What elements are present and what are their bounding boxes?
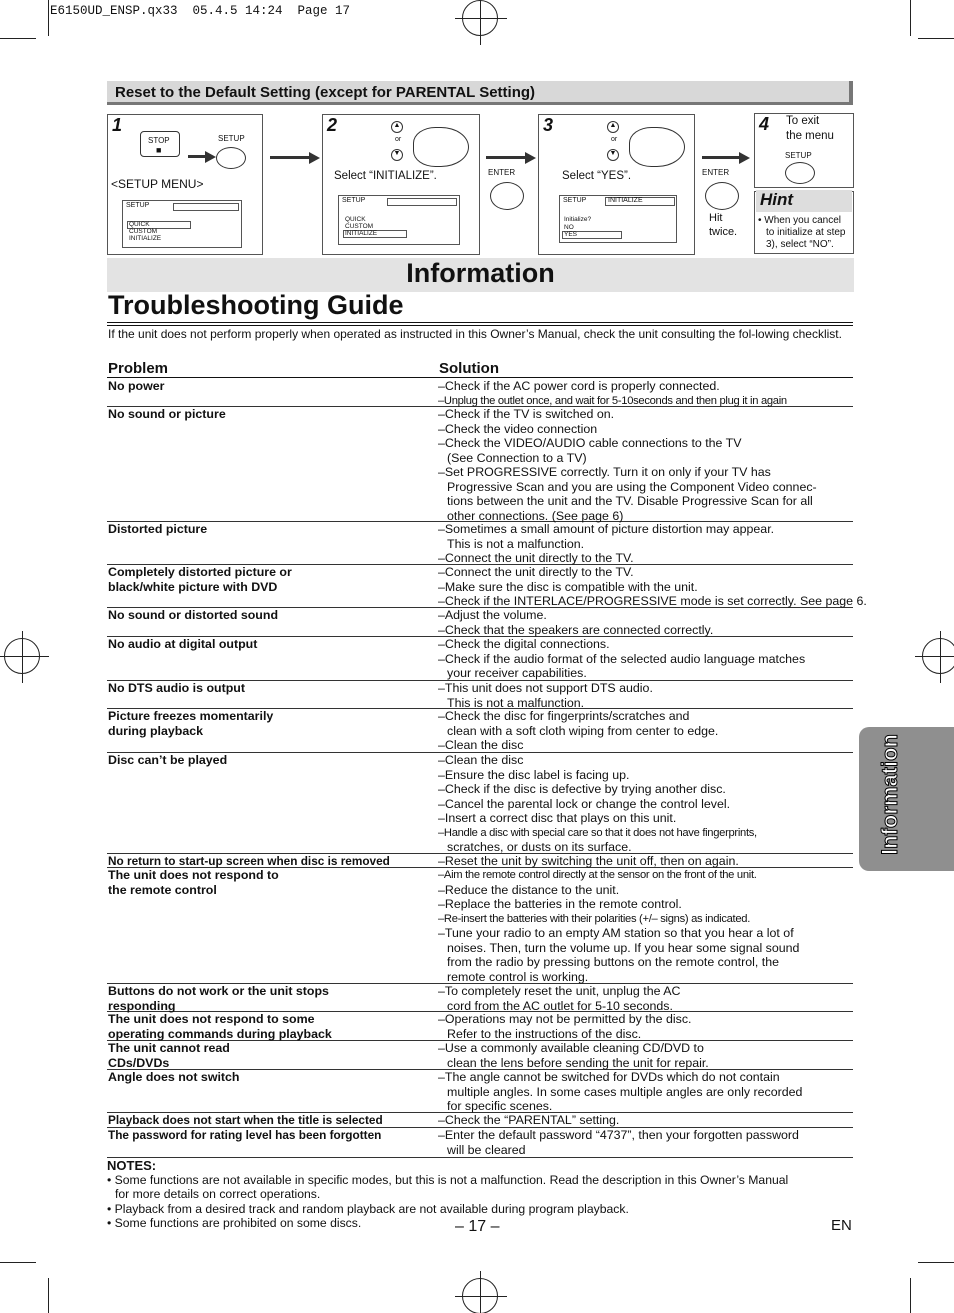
intro-text: If the unit does not perform properly when operated as instructed in this Owner’s Manual, check the unit consulting the fol-lowing checklist. <box>108 327 842 341</box>
setup-button-icon <box>785 162 815 184</box>
solution-cell <box>438 1070 858 1114</box>
solution-text: –Check the disc for fingerprints/scratches and <box>438 709 690 723</box>
solution-text: clean the lens before sending the unit for repair. <box>447 1055 709 1070</box>
table-row <box>107 1041 853 1070</box>
screen-header: SETUP <box>563 197 587 204</box>
solution-text: –Check if the disc is defective by trying another disc. <box>438 782 726 796</box>
step-3-panel <box>538 114 695 255</box>
screen-item: NO <box>564 224 574 231</box>
solution-text: –Ensure the disc label is facing up. <box>438 767 630 782</box>
solution-cell <box>438 709 858 753</box>
step-caption: Select “YES”. <box>562 170 632 182</box>
up-button-icon: ▲ <box>607 121 619 133</box>
problem-cell <box>108 565 428 594</box>
screen-item: CUSTOM <box>129 228 158 235</box>
problem-cell <box>108 1041 428 1070</box>
step-number: 4 <box>759 114 770 134</box>
note-item <box>107 1173 857 1201</box>
problem-text: The unit cannot read <box>108 1041 230 1055</box>
solution-text: –Operations may not be permitted by the disc. <box>438 1012 692 1026</box>
enter-label: ENTER <box>488 168 516 177</box>
step-caption: Select “INITIALIZE”. <box>334 170 437 182</box>
table-row <box>107 753 853 854</box>
solution-text: –Handle a disc with special care so that it does not have fingerprints, <box>438 826 757 839</box>
solution-text: –Re-insert the batteries with their polarities (+/– signs) as indicated. <box>438 912 751 925</box>
solution-text: –Connect the unit directly to the TV. <box>438 565 634 579</box>
solution-cell <box>438 1113 858 1128</box>
problem-cell <box>108 637 428 652</box>
problem-text: CDs/DVDs <box>108 1055 170 1070</box>
solution-text: –Replace the batteries in the remote control. <box>438 897 682 911</box>
hint-text: • When you cancel <box>758 215 841 226</box>
page-number: – 17 – <box>455 1218 500 1235</box>
side-tab <box>859 727 954 871</box>
crop-mark <box>918 1262 954 1263</box>
setup-menu-caption: <SETUP MENU> <box>111 177 204 191</box>
table-row <box>107 1070 853 1113</box>
solution-text: –Check that the speakers are connected correctly. <box>438 622 714 637</box>
screen-item: QUICK <box>345 216 366 223</box>
solution-text: will be cleared <box>447 1142 526 1157</box>
solution-text: –Clean the disc <box>438 753 524 767</box>
table-row <box>107 637 853 681</box>
notes-title: NOTES: <box>107 1158 157 1173</box>
setup-label: SETUP <box>218 134 245 143</box>
solution-cell <box>438 868 858 984</box>
table-row <box>107 681 853 709</box>
reset-section-title-bar <box>107 81 853 105</box>
hint-text: 3), select “NO”. <box>766 239 834 250</box>
solution-text: –Clean the disc <box>438 738 524 752</box>
enter-button-icon <box>705 182 739 210</box>
down-button-icon: ▼ <box>607 149 619 161</box>
column-header-solution: Solution <box>439 360 499 377</box>
title-rule <box>107 325 853 326</box>
solution-cell <box>438 407 858 523</box>
title-rule <box>107 322 853 323</box>
hit-label: twice. <box>709 226 738 238</box>
solution-text: –Cancel the parental lock or change the control level. <box>438 796 731 811</box>
step-number: 3 <box>543 115 554 135</box>
stop-label: STOP <box>148 136 170 145</box>
solution-cell <box>438 681 858 710</box>
solution-cell <box>438 1012 858 1041</box>
screen-header-2: INITIALIZE <box>608 197 643 204</box>
solution-text: from the radio by pressing buttons on the remote control, the <box>447 955 779 969</box>
up-button-icon: ▲ <box>391 121 403 133</box>
solution-text: –The angle cannot be switched for DVDs which do not contain <box>438 1070 780 1084</box>
solution-cell <box>438 379 858 408</box>
note-item: • Playback from a desired track and random playback are not available during program playback. <box>107 1201 629 1216</box>
problem-cell <box>108 868 428 897</box>
solution-text: your receiver capabilities. <box>447 666 587 680</box>
solution-text: (See Connection to a TV) <box>447 450 587 465</box>
solution-text: cord from the AC outlet for 5-10 seconds. <box>447 998 673 1013</box>
registration-mark <box>462 1278 498 1313</box>
solution-text: Progressive Scan and you are using the Component Video connec- <box>447 479 817 494</box>
problem-text: during playback <box>108 723 204 738</box>
crop-mark <box>910 1278 911 1313</box>
problem-cell <box>108 379 428 394</box>
screen-header: SETUP <box>126 202 150 209</box>
solution-text: –Sometimes a small amount of picture distortion may appear. <box>438 522 775 536</box>
table-row <box>107 868 853 984</box>
solution-text: –Unplug the outlet once, and wait for 5-10seconds and then plug it in again <box>438 394 787 407</box>
solution-cell <box>438 565 867 609</box>
solution-text: –Enter the default password “4737”, then your forgotten password <box>438 1128 799 1142</box>
problem-text: Buttons do not work or the unit stops <box>108 984 329 998</box>
problem-text: Distorted picture <box>108 522 208 536</box>
problem-cell <box>108 984 428 1013</box>
enter-button-icon <box>490 182 524 210</box>
solution-text: –Reduce the distance to the unit. <box>438 882 620 897</box>
solution-text: –Adjust the volume. <box>438 608 547 622</box>
problem-cell <box>108 1128 428 1143</box>
solution-text: –Reset the unit by switching the unit off, then on again. <box>438 854 739 868</box>
solution-text: –This unit does not support DTS audio. <box>438 681 653 695</box>
problem-text: The unit does not respond to some <box>108 1012 315 1026</box>
section-band <box>107 258 854 292</box>
step-arrow-icon <box>270 156 310 159</box>
problem-text: Angle does not switch <box>108 1070 240 1084</box>
solution-cell <box>438 522 858 566</box>
step-arrow-icon <box>702 156 740 159</box>
problem-text: No return to start-up screen when disc is removed <box>108 854 390 868</box>
solution-cell <box>438 608 858 637</box>
table-row <box>107 407 853 522</box>
section-title: Information <box>406 258 555 288</box>
hit-label: Hit <box>709 212 723 224</box>
problem-cell <box>108 709 428 738</box>
solution-text: multiple angles. In some cases multiple angles are only recorded <box>447 1084 803 1099</box>
hint-text: to initialize at step <box>766 227 846 238</box>
registration-mark <box>922 638 954 674</box>
registration-mark <box>4 638 40 674</box>
problem-text: Picture freezes momentarily <box>108 709 274 723</box>
screen-item: Initialize? <box>564 216 592 223</box>
crop-mark <box>48 0 49 36</box>
solution-cell <box>438 1041 858 1070</box>
screen-item: CUSTOM <box>345 223 374 230</box>
step-2-panel <box>322 114 480 255</box>
problem-text: operating commands during playback <box>108 1026 332 1041</box>
solution-text: –To completely reset the unit, unplug the AC <box>438 984 681 998</box>
screen-header: SETUP <box>342 197 366 204</box>
solution-text: scratches, or dusts on its surface. <box>447 840 632 854</box>
solution-text: tions between the unit and the TV. Disable Progressive Scan for all <box>447 494 813 508</box>
solution-cell <box>438 984 858 1013</box>
solution-text: –Check if the audio format of the selected audio language matches <box>438 651 806 666</box>
table-row <box>107 1128 853 1158</box>
problem-cell <box>108 854 428 869</box>
step-1-panel <box>107 114 263 255</box>
crop-mark <box>0 38 36 39</box>
screen-header-field <box>387 198 457 206</box>
table-row <box>107 379 853 407</box>
or-label: or <box>611 136 618 143</box>
table-row <box>107 984 853 1012</box>
solution-text: other connections. (See page 6) <box>447 508 624 523</box>
screen-item: QUICK <box>129 221 150 228</box>
solution-text: for specific scenes. <box>447 1099 553 1113</box>
solution-text: –Check the video connection <box>438 421 598 436</box>
problem-text: The unit does not respond to <box>108 868 279 882</box>
step-caption: To exit <box>786 115 820 127</box>
crop-mark <box>48 1278 49 1313</box>
stop-square-icon: ■ <box>156 145 162 155</box>
solution-text: –Aim the remote control directly at the sensor on the front of the unit. <box>438 869 757 881</box>
setup-button-icon <box>216 147 246 169</box>
table-row <box>107 1113 853 1128</box>
screen-item: YES <box>564 231 578 238</box>
solution-text: noises. Then, turn the volume up. If you hear some signal sound <box>447 940 800 955</box>
column-header-problem: Problem <box>108 360 169 377</box>
header-rule <box>107 377 853 378</box>
solution-text: –Check the VIDEO/AUDIO cable connections to the TV <box>438 436 742 450</box>
solution-text: –Check the “PARENTAL” setting. <box>438 1113 620 1127</box>
solution-text: –Make sure the disc is compatible with the unit. <box>438 579 698 594</box>
solution-text: –Use a commonly available cleaning CD/DVD to <box>438 1041 704 1055</box>
crop-mark <box>918 38 954 39</box>
screen-item: INITIALIZE <box>129 235 162 242</box>
screen-item: INITIALIZE <box>345 230 378 237</box>
solution-text: –Tune your radio to an empty AM station so that you hear a lot of <box>438 926 794 940</box>
print-header: E6150UD_ENSP.qx33 05.4.5 14:24 Page 17 <box>50 4 351 18</box>
problem-text: black/white picture with DVD <box>108 579 278 594</box>
initialize-screen <box>559 195 677 243</box>
solution-text: This is not a malfunction. <box>447 536 585 551</box>
table-row <box>107 565 867 608</box>
solution-text: Refer to the instructions of the disc. <box>447 1026 642 1041</box>
solution-text: –Check if the INTERLACE/PROGRESSIVE mode is set correctly. See page 6. <box>438 594 867 608</box>
or-label: or <box>395 136 402 143</box>
problem-cell <box>108 522 428 537</box>
problem-text: Completely distorted picture or <box>108 565 292 579</box>
setup-label: SETUP <box>785 151 812 160</box>
pointing-hand-icon <box>413 127 469 167</box>
page-title: Troubleshooting Guide <box>108 290 404 320</box>
table-row <box>107 608 853 637</box>
enter-label: ENTER <box>702 168 730 177</box>
language-code: EN <box>831 1217 852 1234</box>
note-line: for more details on correct operations. <box>115 1187 321 1202</box>
table-row <box>107 854 853 868</box>
problem-text: No DTS audio is output <box>108 681 245 695</box>
setup-screen <box>338 195 460 245</box>
solution-cell <box>438 1128 858 1157</box>
arrow-right-icon <box>188 155 206 158</box>
setup-screen <box>122 200 242 248</box>
problem-text: Playback does not start when the title is selected <box>108 1113 383 1127</box>
solution-text: –Check if the AC power cord is properly connected. <box>438 379 720 393</box>
down-button-icon: ▼ <box>391 149 403 161</box>
table-row <box>107 1012 853 1041</box>
solution-text: This is not a malfunction. <box>447 695 585 710</box>
problem-text: The password for rating level has been forgotten <box>108 1128 382 1142</box>
note-line: • Some functions are not available in specific modes, but this is not a malfunction. Read the description in this Owner’s Manual <box>107 1173 789 1188</box>
crop-mark <box>0 1262 36 1263</box>
step-4-panel <box>754 113 854 188</box>
registration-mark <box>462 0 498 36</box>
problem-text: No sound or distorted sound <box>108 608 279 622</box>
step-caption: the menu <box>786 130 834 142</box>
problem-cell <box>108 1113 428 1128</box>
solution-text: –Check the digital connections. <box>438 637 610 651</box>
problem-cell <box>108 608 428 623</box>
solution-cell <box>438 854 858 869</box>
side-tab-label: Information <box>877 734 902 855</box>
table-row <box>107 709 853 753</box>
problem-cell <box>108 681 428 696</box>
solution-text: remote control is working. <box>447 969 589 984</box>
solution-text: –Insert a correct disc that plays on this unit. <box>438 811 677 825</box>
solution-cell <box>438 637 858 681</box>
pointing-hand-icon <box>629 127 685 167</box>
solution-text: –Check if the TV is switched on. <box>438 407 615 421</box>
step-number: 1 <box>112 115 123 135</box>
problem-text: No sound or picture <box>108 407 226 421</box>
table-row <box>107 522 853 565</box>
step-number: 2 <box>327 115 338 135</box>
hint-title: Hint <box>756 190 852 212</box>
problem-text: the remote control <box>108 882 217 897</box>
problem-text: Disc can’t be played <box>108 753 228 767</box>
solution-cell <box>438 753 858 855</box>
solution-text: clean with a soft cloth wiping from center to edge. <box>447 723 719 738</box>
problem-cell <box>108 1012 428 1041</box>
problem-cell <box>108 1070 428 1085</box>
screen-header-field <box>173 203 239 211</box>
problem-cell <box>108 407 428 422</box>
solution-text: –Set PROGRESSIVE correctly. Turn it on only if your TV has <box>438 465 771 479</box>
problem-text: No power <box>108 379 165 393</box>
reset-section-title: Reset to the Default Setting (except for PARENTAL Setting) <box>115 84 536 101</box>
crop-mark <box>910 0 911 36</box>
problem-text: No audio at digital output <box>108 637 258 651</box>
problem-text: responding <box>108 998 176 1013</box>
note-item: • Some functions are prohibited on some discs. <box>107 1215 362 1230</box>
problem-cell <box>108 753 428 768</box>
step-arrow-icon <box>486 156 526 159</box>
solution-text: –Connect the unit directly to the TV. <box>438 551 634 565</box>
